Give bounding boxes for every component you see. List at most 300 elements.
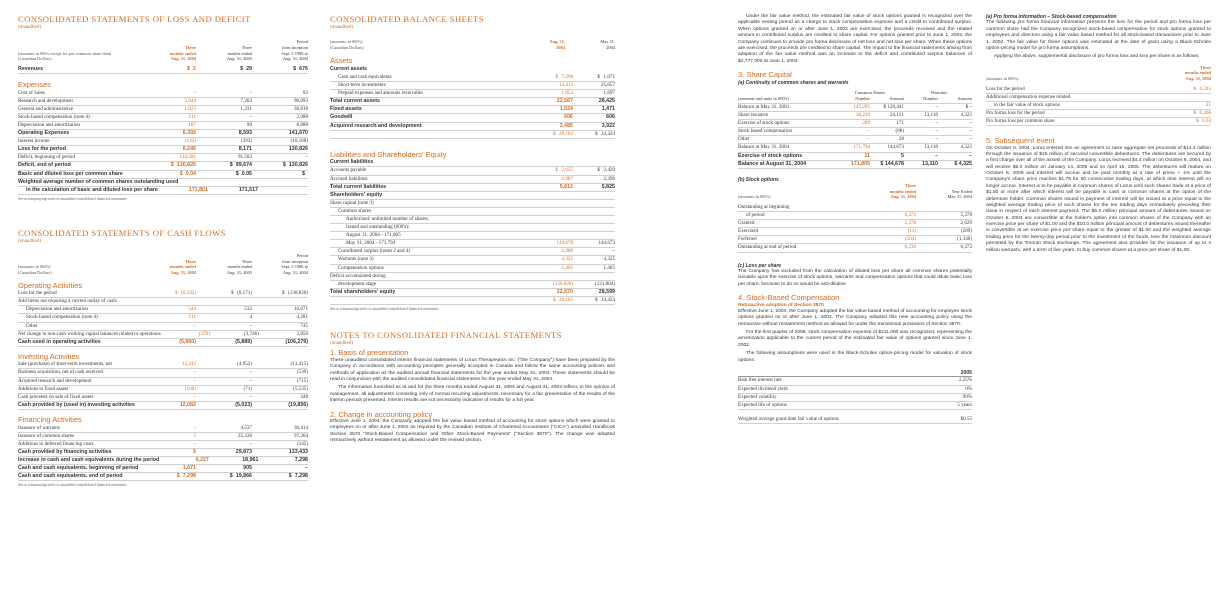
liabilities-heading: Liabilities and Shareholders' Equity	[330, 149, 447, 159]
row-label: Loss for the period	[986, 85, 1025, 92]
currency-sign: $	[170, 162, 174, 169]
cash-col-header: Three months ended Aug. 31, 2003	[226, 258, 252, 275]
row-label: Deficit accumulated during	[330, 272, 386, 279]
cell-text: (6,245)	[181, 290, 196, 297]
cell-text: 11	[864, 152, 870, 159]
col-header: Number	[855, 95, 870, 101]
cell-value	[196, 402, 252, 409]
proforma-heading: (a) Pro forma information – Stock-based compensation	[986, 14, 1117, 20]
row-label: Research and development	[18, 97, 73, 104]
cell-text: 24,121	[889, 112, 904, 119]
currency-sign: $	[552, 296, 556, 303]
row-label: Additional compensation expense related	[986, 93, 1071, 100]
currency-sign: $	[1193, 85, 1197, 92]
cash-header	[18, 253, 308, 276]
cell-text: $ 144,678	[880, 160, 904, 167]
row-label: Common shares	[338, 207, 371, 214]
loss-col-header: Period from inception Sept. 5 1986 to Aug. 31, 2004	[281, 39, 308, 62]
cell-text: –	[249, 369, 252, 376]
cell-text: 8,236	[904, 244, 916, 251]
table-row	[18, 187, 308, 195]
row-label: Acquired research and development	[18, 377, 92, 384]
cell-value	[210, 331, 259, 338]
cell-text: 21	[1205, 101, 1211, 108]
cell-value	[252, 465, 308, 472]
table-row	[330, 114, 615, 122]
cell-value	[870, 153, 904, 160]
cell-value	[836, 144, 870, 151]
cell-value	[860, 220, 916, 227]
cell-text: 16,671	[293, 306, 308, 313]
table-row	[986, 102, 1211, 110]
note4-paragraph: For the first quarter of 2005, stock compensation expense of $211,000 was recognized, representing the amortization applicable to the current period of the estimated fair value of options granted since June 1, 2002.	[738, 330, 972, 348]
cell-text: 6,372	[904, 212, 916, 219]
row-label: Additions to deferred financing costs	[18, 440, 94, 447]
cell-value	[140, 162, 196, 169]
cell-text: 1,405	[561, 264, 573, 271]
table-row	[738, 144, 972, 152]
cell-value	[531, 184, 573, 191]
note5-paragraph: On October 6, 2004, Lorus entered into an agreement to raise aggregate net proceeds of $14.4 million through the issuance of $15 million of secured convertible debentures. The debentures are secured by a first charge over all of the assets of the Company. Lorus received $4.4 million on October 6, 2004, and will receive $5.0 million on January 14, 2005 and on April 15, 2005. The debentures will mature on October 6, 2009 and interest will accrue and be paid monthly at a rate of prime + 1% until the Company's share price reaches $1.75 for 60 consecutive trading days, at which time interest will no longer accrue. Interest is to be payable in common shares of Lorus until such shares trade at a price of $1.00 or more after which interest will be payable in cash or common shares at the option of the debenture holder. Common shares issued in payment of interest will be issued at a price equal to the weighted average trading price of such shares for the ten trading days immediately preceding their issue in respect of each interest payment. The $5.0 million principal amount of debentures issued on October 6, 2004 are convertible at the holder's option into common shares of the Company with an exercise price per share of $1.00 and the $10.0 million principal amount of debentures issued thereafter is convertible at an exercise price per share equal to the greater of $1.00 and the weighted average trading price for the twenty-day period prior to the investment of the funds, less the maximum discount permitted by the Toronto Stock Exchange. The agreement also provides for the issuance of up to 4 million warrants, with a term of five years, to buy common shares at a price per share of $1.00.	[986, 145, 1212, 253]
cell-text: (370)	[198, 330, 210, 337]
table-row	[18, 394, 308, 402]
cell-value	[904, 104, 938, 111]
cell-text: 124,581	[179, 154, 196, 161]
row-label: Outstanding at end of period	[738, 244, 797, 251]
cell-text: –	[935, 103, 938, 110]
note3-heading: 3. Share Capital	[738, 70, 792, 79]
cash-col-header: Period from inception Sept. 5 1986 to Aug. 31, 2004	[281, 253, 308, 275]
cell-text: –	[249, 393, 252, 400]
row-label: Cash and cash equivalents, end of period	[18, 473, 123, 480]
row-value: $0.55	[960, 415, 972, 422]
cell-text: 905	[243, 465, 252, 472]
row-label: Operating Expenses	[18, 130, 70, 137]
row-label: Fixed assets	[330, 106, 362, 113]
proforma-paragraph: Applying the above, supplemental disclosure of pro forma loss and loss per share is as follows:	[994, 54, 1200, 60]
cell-text: 4,325	[960, 144, 972, 151]
cell-value	[912, 377, 972, 384]
cell-value	[140, 449, 196, 456]
table-row	[18, 402, 308, 410]
table-row	[330, 200, 615, 208]
currency-sign: $	[1196, 117, 1199, 124]
cell-text: 7,298	[561, 74, 573, 80]
cell-value	[252, 441, 308, 448]
row-label: Shareholders' equity	[330, 191, 383, 198]
cell-text: 26,220	[855, 112, 870, 119]
cell-text: 171,517	[238, 186, 258, 193]
cell-value	[140, 146, 196, 153]
cell-text: –	[193, 322, 196, 329]
cell-text: (5,023)	[235, 401, 252, 408]
liabilities-rows	[330, 159, 615, 305]
currency-sign: $	[179, 170, 183, 177]
row-label: Issuance of warrants	[18, 424, 60, 431]
cell-text: 90%	[962, 393, 972, 400]
table-row	[18, 331, 308, 339]
cell-text: (121,804)	[595, 280, 615, 287]
cell-text: –	[867, 128, 870, 135]
cell-value	[140, 90, 196, 97]
cell-text: (160)	[184, 385, 196, 392]
cell-value	[252, 306, 308, 313]
row-label: Business acquisition, net of cash received	[18, 369, 103, 376]
balance-header	[330, 39, 615, 50]
cell-value	[916, 228, 972, 235]
cell-value	[870, 136, 904, 143]
note3a-heading: (a) Continuity of common shares and warrants	[738, 79, 849, 86]
cell-text: –	[969, 120, 972, 127]
row-label: Issuance of common shares	[18, 432, 75, 439]
weighted-average-row	[738, 416, 972, 424]
cell-value	[196, 154, 252, 161]
row-label: Sale (purchase) of short-term investments, net	[18, 361, 112, 368]
cell-text: (3,746)	[244, 330, 259, 337]
cell-text: 1,405	[603, 264, 615, 271]
cell-value	[140, 433, 196, 440]
table-row	[18, 473, 308, 481]
cell-value	[196, 314, 252, 321]
cell-value	[252, 369, 308, 376]
column-4	[986, 14, 1211, 256]
cell-text: 2,988	[296, 113, 308, 120]
cell-value	[531, 176, 573, 183]
table-row	[18, 433, 308, 441]
cell-value	[252, 425, 308, 432]
table-row	[738, 220, 972, 228]
cell-text: (130,826)	[288, 290, 308, 297]
cell-text: 130,826	[288, 162, 308, 169]
cell-value	[860, 228, 916, 235]
row-label: Authorized: unlimited number of shares;	[346, 216, 429, 222]
column-2	[330, 14, 615, 447]
cell-value	[252, 122, 308, 129]
cell-text: 1,697	[603, 90, 615, 97]
cell-value	[573, 176, 615, 183]
options-header	[738, 183, 972, 200]
cell-value	[531, 131, 573, 138]
cell-text: 1,854	[561, 90, 573, 97]
table-row	[330, 265, 615, 273]
row-label: Expected volatility	[738, 393, 777, 400]
table-row	[330, 184, 615, 192]
table-row	[738, 153, 972, 161]
table-row	[738, 394, 972, 402]
cell-text: (19,856)	[288, 401, 308, 408]
cell-text: 7,298	[294, 456, 308, 463]
loss-subtitle: (unaudited)	[18, 25, 42, 30]
share-rows	[738, 104, 972, 169]
cell-value	[140, 323, 196, 330]
cell-value	[196, 122, 252, 129]
cell-text: 348	[300, 393, 308, 400]
cell-value	[916, 244, 972, 251]
cell-value	[140, 369, 196, 376]
row-label: Cash provided by financing activities	[18, 448, 112, 455]
cell-value	[870, 112, 904, 119]
cell-text: –	[969, 136, 972, 143]
cell-text: 29,873	[235, 448, 252, 455]
loss-header	[18, 39, 308, 62]
cell-text: 34,424	[600, 130, 615, 137]
table-row	[986, 94, 1211, 102]
cell-value	[196, 394, 252, 401]
cell-text: 289	[862, 120, 870, 127]
cell-value	[140, 130, 196, 137]
current-assets-heading: Current assets	[330, 66, 368, 73]
cell-value	[140, 306, 196, 313]
cell-text: 5,825	[601, 183, 615, 190]
table-row	[18, 138, 308, 146]
cell-text: 36,414	[293, 424, 308, 431]
cell-text: 2,429	[603, 167, 615, 174]
cell-text: 99,674	[235, 162, 252, 169]
assets-heading: Assets	[330, 55, 353, 65]
cell-value	[573, 82, 615, 89]
cell-text: 12,242	[181, 361, 196, 368]
table-row	[330, 123, 615, 131]
cell-value	[836, 161, 870, 168]
table-row	[18, 298, 308, 306]
table-row	[738, 244, 972, 252]
table-row	[330, 90, 615, 98]
cell-text: (145)	[184, 138, 196, 145]
table-row	[18, 465, 308, 473]
cell-text: –	[612, 248, 615, 255]
currency-sign: $	[282, 290, 285, 297]
cell-value	[836, 136, 870, 143]
cell-value	[252, 162, 308, 169]
cell-text: 544	[188, 306, 196, 313]
cell-value	[196, 106, 252, 113]
table-row	[330, 82, 615, 90]
table-row	[18, 130, 308, 138]
cell-value	[196, 90, 252, 97]
cell-text: (539)	[296, 369, 308, 376]
cell-value	[938, 161, 972, 168]
cell-text: $ 4,325	[954, 160, 972, 167]
note4-paragraph: The following assumptions were used in the Black-Scholes option-pricing model for valuation of stock options:	[738, 351, 972, 363]
cell-text: 34,424	[600, 296, 615, 303]
cell-value	[860, 244, 916, 251]
cell-text: 28,182	[558, 296, 573, 303]
row-label: Compensation options	[338, 264, 384, 271]
row-label: Expected dividend yield	[738, 385, 788, 392]
row-label: Basic and diluted loss per common share	[18, 170, 123, 177]
cell-text: (88)	[895, 128, 904, 135]
cell-value	[573, 90, 615, 97]
cell-text: 4,325	[603, 256, 615, 263]
proforma-header	[986, 65, 1211, 82]
cell-value	[196, 130, 252, 137]
cell-value	[573, 106, 615, 113]
cell-value	[140, 114, 196, 121]
cell-value	[252, 290, 308, 297]
cell-value	[1151, 110, 1211, 117]
currency-sign: $	[555, 167, 559, 174]
cell-value	[531, 74, 573, 81]
loss-title: CONSOLIDATED STATEMENTS OF LOSS AND DEFICIT	[18, 14, 251, 24]
note2-continued: Under the fair value method, the estimated fair value of stock options granted is recognized over the applicable vesting period as a charge to stock compensation expense and a credit to contributed surplus. When options granted on or after June 1, 2002 are exercised, the proceeds received and the related amount in contributed surplus are credited to share capital. For options granted prior to June 1, 2002, the Company continues to provide pro forma disclosure of net loss and net loss per share. When these options are exercised, the proceeds are credited to share capital. The impact to the financial statements arising from adoption of the fair value method was an increase to the deficit and contributed surplus balances of $2,777,000 at June 1, 2004.	[738, 14, 972, 64]
cell-value	[252, 402, 308, 409]
table-row	[18, 98, 308, 106]
cell-value	[531, 297, 573, 304]
table-row	[330, 273, 615, 281]
cell-value	[531, 123, 573, 130]
row-label: Add items not requiring a current outlay of cash:	[18, 298, 118, 305]
cell-value	[916, 212, 972, 219]
cell-text: 2,625	[561, 167, 573, 174]
cell-value	[252, 386, 308, 393]
cell-text: 6,227	[195, 456, 209, 463]
cell-value	[573, 131, 615, 138]
cell-text: 91,503	[237, 154, 252, 161]
group-header: Common Shares	[854, 89, 886, 95]
cell-value	[573, 248, 615, 255]
cell-value	[573, 74, 615, 81]
cell-value	[870, 144, 904, 151]
cell-value	[904, 153, 938, 160]
cell-value	[196, 306, 252, 313]
cell-value	[252, 171, 308, 178]
cell-value	[140, 314, 196, 321]
cash-title: CONSOLIDATED STATEMENTS OF CASH FLOWS	[18, 227, 226, 238]
row-label: Forfeited	[738, 236, 757, 243]
cell-text: (11)	[907, 228, 916, 235]
table-row	[738, 112, 972, 120]
balance-title: CONSOLIDATED BALANCE SHEETS	[330, 14, 484, 24]
currency-sign: $	[235, 170, 239, 177]
table-row	[18, 441, 308, 449]
cell-text: $ –	[965, 103, 972, 110]
cell-value	[904, 161, 938, 168]
cell-value	[531, 289, 573, 296]
cell-text: 6,245	[1199, 85, 1211, 92]
row-label: Prepaid expenses and amounts receivable	[338, 90, 423, 97]
cell-text: 7,263	[240, 97, 252, 104]
table-row	[738, 402, 972, 410]
cell-value	[196, 290, 252, 297]
cell-text: 13,110	[922, 160, 938, 167]
row-label: Pro forma loss for the period	[986, 109, 1045, 116]
table-row	[330, 74, 615, 82]
row-label: Share capital (note 3)	[330, 199, 374, 206]
cell-value	[209, 457, 259, 464]
table-row	[18, 425, 308, 433]
cell-value	[140, 441, 196, 448]
cell-value	[836, 120, 870, 127]
cell-value	[904, 128, 938, 135]
cell-text: 141,670	[288, 130, 308, 137]
cell-text: 13,415	[558, 82, 573, 89]
cell-text: 4,537	[240, 424, 252, 431]
row-label: Acquired research and development	[330, 122, 422, 129]
cell-value	[531, 98, 573, 105]
cell-value	[938, 136, 972, 143]
cell-text: –	[193, 393, 196, 400]
cell-text: 4,325	[960, 112, 972, 119]
table-row	[330, 176, 615, 184]
cash-statement	[18, 228, 308, 488]
cell-text: 28,182	[558, 130, 573, 137]
table-row	[18, 154, 308, 162]
cell-text: (245)	[296, 440, 308, 447]
currency-sign: $	[597, 167, 601, 174]
row-label: Balance at May 31, 2003	[738, 103, 790, 110]
cell-value	[140, 386, 196, 393]
cell-value	[252, 146, 308, 153]
cell-text: 22,570	[556, 288, 573, 295]
row-label: Balance at May 31, 2004	[738, 144, 790, 151]
table-row	[330, 208, 615, 216]
table-row	[18, 114, 308, 122]
cell-value	[870, 161, 904, 168]
row-label: Cash and cash equivalents, beginning of period	[18, 465, 139, 472]
cell-text: (130,826)	[553, 280, 573, 287]
cell-value	[208, 187, 258, 194]
table-row	[18, 378, 308, 386]
cell-text: (5,535)	[293, 385, 308, 392]
row-label: Exercise of stock options	[738, 120, 790, 127]
cell-value	[252, 339, 308, 346]
cell-value	[904, 136, 938, 143]
cell-value	[252, 106, 308, 113]
cell-text: 171,801	[188, 186, 208, 193]
cell-value	[196, 369, 252, 376]
cell-text: 6,266	[1199, 109, 1211, 116]
cell-value	[252, 323, 308, 330]
cell-value	[196, 171, 252, 178]
row-label: Contributed surplus (notes 2 and 4)	[338, 248, 411, 255]
cell-value	[140, 98, 196, 105]
row-label: Pro forma loss per common share	[986, 117, 1055, 124]
row-label: Total current liabilities	[330, 183, 387, 190]
cell-value	[196, 138, 252, 145]
cell-text: 4,281	[296, 314, 308, 321]
row-label: Cost of Sales	[18, 89, 45, 96]
table-row	[330, 297, 615, 305]
cell-value: 676	[299, 65, 308, 72]
cell-text: 12,082	[179, 401, 196, 408]
cell-text: 8,593	[238, 130, 252, 137]
cell-text: 1,071	[603, 74, 615, 80]
table-row	[738, 377, 972, 385]
currency-sign: $	[229, 162, 233, 169]
cell-value	[196, 98, 252, 105]
table-row	[986, 118, 1211, 126]
cell-text: (4,952)	[237, 361, 252, 368]
cell-value	[140, 106, 196, 113]
cell-value	[196, 162, 252, 169]
cell-text: 5	[901, 152, 904, 159]
cell-value	[573, 281, 615, 288]
cell-text: 4	[249, 314, 252, 321]
note3c-paragraph: The Company has excluded from the calculation of diluted loss per share all common shares potentially issuable upon the exercise of stock options, warrants and compensation options that could dilute basic loss per share, because to do so would be anti-dilutive.	[738, 268, 972, 287]
cell-value	[140, 378, 196, 385]
cell-value	[573, 98, 615, 105]
cell-value	[836, 104, 870, 111]
cell-value	[161, 331, 210, 338]
cell-text: 2,988	[561, 248, 573, 255]
cell-value	[140, 473, 196, 480]
investing-heading: Investing Activities	[18, 351, 80, 361]
table-row	[738, 212, 972, 220]
currency-sign: $	[175, 290, 178, 297]
table-row	[18, 369, 308, 377]
row-value: $ 29	[240, 65, 252, 72]
row-label: Risk free interest rate	[738, 377, 782, 384]
